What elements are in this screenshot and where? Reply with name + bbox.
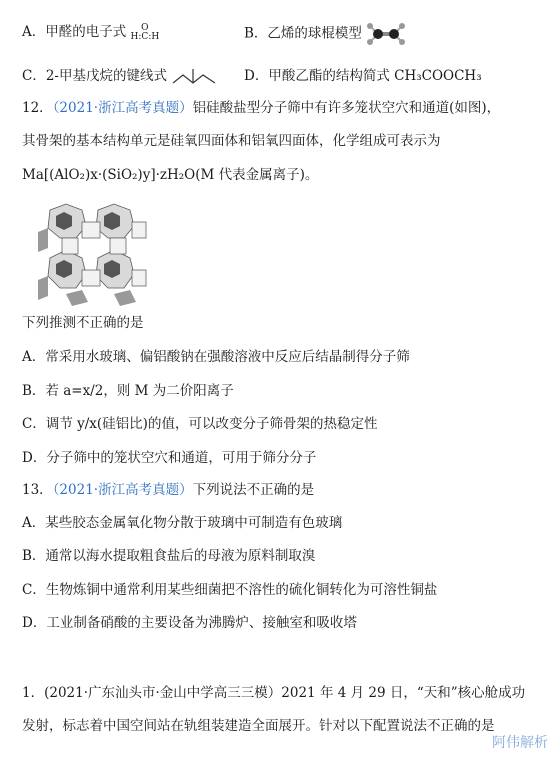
q1-line2: 发射，标志着中国空间站在轨组装建造全面展开。针对以下配置说法不正确的是	[22, 718, 495, 734]
q12-line3: Ma[(AlO₂)x·(SiO₂)y]·zH₂O(M 代表金属离子)。	[22, 167, 319, 183]
skeletal-formula-icon	[171, 67, 217, 87]
q12-line2: 其骨架的基本结构单元是硅氧四面体和铝氧四面体，化学组成可表示为	[22, 133, 441, 149]
q13-option-a: A．某些胶态金属氧化物分散于玻璃中可制造有色玻璃	[22, 515, 343, 531]
q13-option-d: D．工业制备硝酸的主要设备为沸腾炉、接触室和吸收塔	[22, 615, 357, 631]
q12-option-a: A．常采用水玻璃、偏铝酸钠在强酸溶液中反应后结晶制得分子筛	[22, 349, 410, 365]
q11-option-b	[244, 22, 406, 46]
q12-line1	[22, 98, 500, 118]
q12-source: （2021·浙江高考真题）	[52, 100, 193, 116]
q13-number: 13．	[22, 482, 53, 498]
formaldehyde-electron-formula	[131, 24, 160, 42]
ethylene-ball-stick-icon	[366, 22, 406, 46]
q12-option-d: D．分子筛中的笼状空穴和通道，可用于筛分分子	[22, 450, 317, 466]
q11-option-d: D．甲酸乙酯的结构简式 CH₃COOCH₃	[244, 68, 482, 84]
q13-source: （2021·浙江高考真题）	[52, 482, 193, 498]
q12-option-b: B．若 a=x/2，则 M 为二价阳离子	[22, 383, 234, 399]
q11-option-a	[22, 22, 159, 42]
q11-option-c-label: C．2-甲基戊烷的键线式	[22, 68, 167, 84]
q12-prompt: 下列推测不正确的是	[22, 315, 144, 331]
q11-option-c	[22, 66, 217, 87]
q12-number: 12．	[22, 100, 53, 116]
q13-stem	[22, 480, 314, 500]
q12-option-c: C．调节 y/x(硅铝比)的值，可以改变分子筛骨架的热稳定性	[22, 416, 378, 432]
q13-option-c: C．生物炼铜中通常利用某些细菌把不溶性的硫化铜转化为可溶性铜盐	[22, 582, 438, 598]
zeolite-cage-figure	[36, 202, 152, 306]
formula-bottom: H:C:H	[130, 31, 160, 42]
watermark: 阿伟解析	[492, 735, 548, 751]
q13-stem-text: 下列说法不正确的是	[192, 482, 315, 498]
q11-option-b-label: B．乙烯的球棍模型	[244, 25, 362, 42]
q13-option-b: B．通常以海水提取粗食盐后的母液为原料制取溴	[22, 548, 316, 564]
q12-stem-1: 铝硅酸盐型分子筛中有许多笼状空穴和通道(如图)，	[192, 100, 501, 116]
formula-top: O	[141, 22, 149, 33]
q11-option-a-label: A．甲醛的电子式	[22, 24, 127, 40]
q1-line1: 1．(2021·广东汕头市·金山中学高三三模）2021 年 4 月 29 日，“天和”核心舱成功	[22, 685, 526, 701]
